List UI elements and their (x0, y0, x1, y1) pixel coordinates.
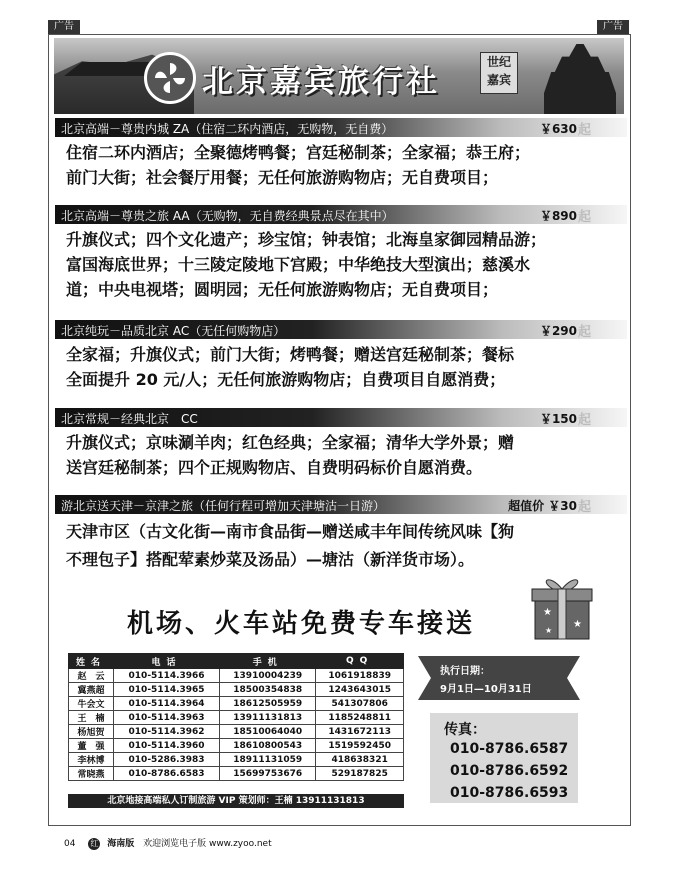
contact-mobile: 18610800543 (220, 739, 316, 753)
section-name: 北京常规－经典北京 CC (61, 412, 198, 426)
fax-label: 传真： (444, 722, 486, 738)
dates-label: 执行日期： (440, 666, 490, 677)
section-body-tianjin (66, 518, 624, 574)
century-seal (480, 52, 518, 94)
section-line: 前门大街；社会餐厅用餐；无任何旅游购物店；无自费项目； (66, 168, 499, 187)
seal-bottom-text: 嘉宾 (486, 73, 511, 87)
contact-mobile: 18612505959 (220, 697, 316, 711)
table-row (69, 753, 404, 767)
section-bar-aa (55, 205, 627, 224)
banner (54, 38, 624, 114)
header-qq: QQ (316, 654, 404, 669)
contact-qq: 529187825 (316, 767, 404, 781)
agency-logo-icon (144, 52, 196, 104)
section-line: 富国海底世界；十三陵定陵地下宫殿；中华绝技大型演出；慈溪水 (66, 255, 531, 274)
page-number: 04 (64, 839, 76, 849)
section-line: 升旗仪式；四个文化遗产；珍宝馆；钟表馆；北海皇家御园精品游； (66, 230, 547, 249)
section-qi: 起 (577, 123, 591, 138)
contact-qq: 1061918839 (316, 669, 404, 683)
contact-qq: 541307806 (316, 697, 404, 711)
section-body-ac (66, 342, 624, 392)
contact-phone: 010-5286.3983 (114, 753, 220, 767)
svg-text:★: ★ (543, 607, 552, 618)
section-line: 不理包子】搭配荤素炒菜及汤品）—塘沽（新洋货市场）。 (66, 550, 475, 569)
contact-qq: 1243643015 (316, 683, 404, 697)
svg-text:★: ★ (545, 626, 553, 635)
contacts-table (68, 653, 404, 781)
fax-number: 010-8786.6587 (450, 741, 569, 757)
contact-name: 冀燕超 (69, 683, 114, 697)
section-name: 北京高端－尊贵之旅 AA（无购物，无自费经典景点尽在其中） (61, 209, 394, 223)
section-name: 北京纯玩－品质北京 AC（无任何购物店） (61, 324, 286, 338)
vip-planner-line: 北京地接高端私人订制旅游 VIP 策划师：王楠 13911131813 (68, 794, 404, 808)
seal-top-text: 世纪 (486, 55, 511, 69)
ad-label-left: 广告 (48, 20, 80, 34)
section-bar-cc (55, 408, 627, 427)
section-qi: 起 (577, 413, 591, 428)
footer-website-text: 欢迎浏览电子版 www.zyoo.net (143, 839, 272, 849)
section-qi: 起 (577, 210, 591, 225)
red-badge-icon: 红 (90, 838, 99, 848)
contact-phone: 010-5114.3965 (114, 683, 220, 697)
pickup-title: 机场、火车站免费专车接送 (127, 609, 476, 639)
header-mobile: 手机 (220, 654, 316, 669)
temple-of-heaven-silhouette (544, 44, 616, 114)
contact-phone: 010-8786.6583 (114, 767, 220, 781)
contact-mobile: 18510064040 (220, 725, 316, 739)
contact-name: 牛会文 (69, 697, 114, 711)
header-phone: 电话 (114, 654, 220, 669)
section-qi: 起 (577, 500, 591, 515)
contact-qq: 1519592450 (316, 739, 404, 753)
section-body-za (66, 140, 624, 190)
contact-phone: 010-5114.3963 (114, 711, 220, 725)
table-row (69, 697, 404, 711)
contact-name: 董 强 (69, 739, 114, 753)
section-line: 全家福；升旗仪式；前门大街；烤鸭餐；赠送宫廷秘制茶；餐标 (66, 345, 515, 364)
section-bar-za (55, 118, 627, 137)
contacts-header-row (69, 654, 404, 669)
contact-mobile: 15699753676 (220, 767, 316, 781)
table-row (69, 669, 404, 683)
gift-box-icon (529, 571, 595, 641)
section-price: ￥630 (539, 122, 577, 136)
section-line: 道；中央电视塔；圆明园；无任何旅游购物店；无自费项目； (66, 280, 499, 299)
section-body-cc (66, 430, 624, 480)
ad-label-right: 广告 (597, 20, 629, 34)
fax-number: 010-8786.6593 (450, 785, 569, 801)
svg-text:★: ★ (573, 619, 582, 630)
contact-phone: 010-5114.3962 (114, 725, 220, 739)
section-bar-tianjin (55, 495, 627, 514)
section-line: 送宫廷秘制茶；四个正规购物店、自费明码标价自愿消费。 (66, 458, 483, 477)
section-price: 超值价 ￥30 (508, 499, 577, 513)
contact-phone: 010-5114.3960 (114, 739, 220, 753)
agency-title: 北京嘉宾旅行社 (202, 64, 440, 100)
table-row (69, 767, 404, 781)
contact-name: 杨旭贺 (69, 725, 114, 739)
table-row (69, 725, 404, 739)
contact-name: 赵 云 (69, 669, 114, 683)
dates-range: 9月1日—10月31日 (440, 684, 532, 695)
section-price: ￥150 (539, 412, 577, 426)
fax-number: 010-8786.6592 (450, 763, 569, 779)
section-line: 升旗仪式；京味涮羊肉；红色经典；全家福；清华大学外景；赠 (66, 433, 515, 452)
contact-mobile: 13911131813 (220, 711, 316, 725)
contact-mobile: 18500354838 (220, 683, 316, 697)
contact-phone: 010-5114.3966 (114, 669, 220, 683)
edition-name: 海南版 (107, 839, 135, 849)
section-qi: 起 (577, 325, 591, 340)
section-line: 天津市区（古文化街—南市食品街—赠送咸丰年间传统风味【狗 (66, 522, 515, 541)
section-price: ￥890 (539, 209, 577, 223)
contact-qq: 1431672113 (316, 725, 404, 739)
contact-mobile: 18911131059 (220, 753, 316, 767)
section-line: 住宿二环内酒店；全聚德烤鸭餐；宫廷秘制茶；全家福；恭王府； (66, 143, 531, 162)
table-row (69, 739, 404, 753)
validity-dates-ribbon (418, 650, 580, 702)
section-price: ￥290 (539, 324, 577, 338)
contact-name: 常晓燕 (69, 767, 114, 781)
table-row (69, 711, 404, 725)
contact-mobile: 13910004239 (220, 669, 316, 683)
section-bar-ac (55, 320, 627, 339)
contact-name: 李林博 (69, 753, 114, 767)
contact-qq: 1185248811 (316, 711, 404, 725)
header-name: 姓名 (69, 654, 114, 669)
section-line: 全面提升 20 元/人；无任何旅游购物店；自费项目自愿消费； (66, 370, 506, 389)
section-name: 游北京送天津－京津之旅（任何行程可增加天津塘沽一日游） (61, 499, 386, 513)
contact-qq: 418638321 (316, 753, 404, 767)
contact-name: 王 楠 (69, 711, 114, 725)
contact-phone: 010-5114.3964 (114, 697, 220, 711)
table-row (69, 683, 404, 697)
fax-box (430, 713, 578, 803)
section-name: 北京高端－尊贵内城 ZA（住宿二环内酒店，无购物，无自费） (61, 122, 394, 136)
section-body-aa (66, 227, 624, 302)
page-footer (64, 836, 272, 850)
